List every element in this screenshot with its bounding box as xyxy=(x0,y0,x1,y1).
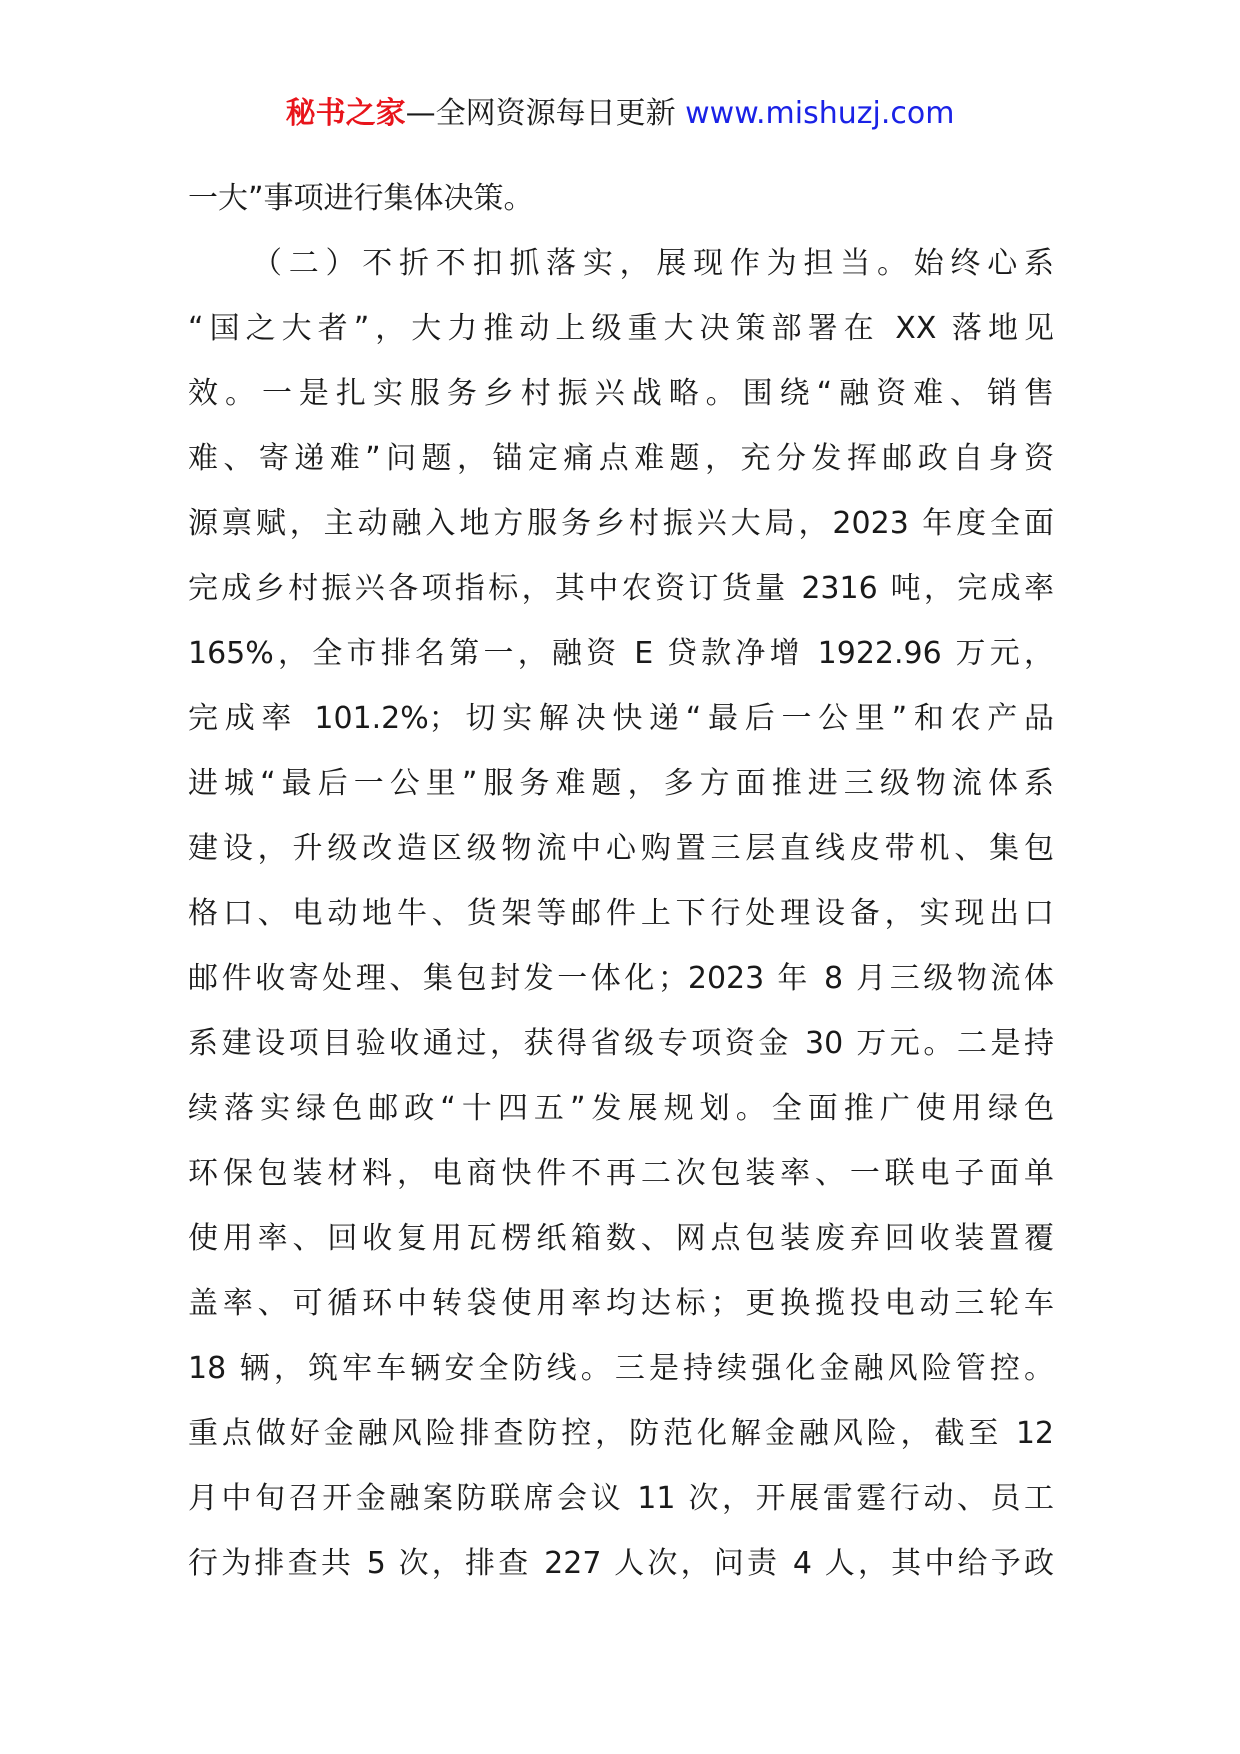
text-line: 进城“最后一公里”服务难题，多方面推进三级物流体系 xyxy=(188,766,1054,801)
text-line: 月中旬召开金融案防联席会议 11 次，开展雷霆行动、员工 xyxy=(188,1481,1054,1516)
text-line: 使用率、回收复用瓦楞纸箱数、网点包装废弃回收装置覆 xyxy=(188,1221,1054,1256)
text-line: 效。一是扎实服务乡村振兴战略。围绕“融资难、销售 xyxy=(188,376,1054,411)
text-line: 完成率 101.2%；切实解决快递“最后一公里”和农产品 xyxy=(188,701,1054,736)
text-line: 源禀赋，主动融入地方服务乡村振兴大局，2023 年度全面 xyxy=(188,506,1054,541)
text-line: 难、寄递难”问题，锚定痛点难题，充分发挥邮政自身资 xyxy=(188,441,1054,476)
text-line: 续落实绿色邮政“十四五”发展规划。全面推广使用绿色 xyxy=(188,1091,1054,1126)
text-line: 18 辆，筑牢车辆安全防线。三是持续强化金融风险管控。 xyxy=(188,1351,1054,1386)
brand-name: 秘书之家 xyxy=(285,96,406,131)
site-url-link[interactable]: www.mishuzj.com xyxy=(685,96,955,131)
text-line: 行为排查共 5 次，排查 227 人次，问责 4 人，其中给予政 xyxy=(188,1546,1054,1581)
text-line: 重点做好金融风险排查防控，防范化解金融风险，截至 12 xyxy=(188,1416,1054,1451)
header-tagline: —全网资源每日更新 xyxy=(405,96,676,131)
text-line: 盖率、可循环中转袋使用率均达标；更换揽投电动三轮车 xyxy=(188,1286,1054,1321)
text-line: 完成乡村振兴各项指标，其中农资订货量 2316 吨，完成率 xyxy=(188,571,1054,606)
text-line: 一大”事项进行集体决策。 xyxy=(188,181,534,216)
site-header xyxy=(0,94,1240,134)
text-line: 格口、电动地牛、货架等邮件上下行处理设备，实现出口 xyxy=(188,896,1054,931)
text-line: “国之大者”，大力推动上级重大决策部署在 XX 落地见 xyxy=(188,311,1054,346)
text-line: 系建设项目验收通过，获得省级专项资金 30 万元。二是持 xyxy=(188,1026,1054,1061)
text-line: （二）不折不扣抓落实，展现作为担当。始终心系 xyxy=(252,246,1054,281)
text-line: 建设，升级改造区级物流中心购置三层直线皮带机、集包 xyxy=(188,831,1054,866)
text-line: 邮件收寄处理、集包封发一体化；2023 年 8 月三级物流体 xyxy=(188,961,1054,996)
document-body xyxy=(188,166,1054,1596)
text-line: 165%，全市排名第一，融资 E 贷款净增 1922.96 万元， xyxy=(188,636,1054,671)
text-line: 环保包装材料，电商快件不再二次包装率、一联电子面单 xyxy=(188,1156,1054,1191)
